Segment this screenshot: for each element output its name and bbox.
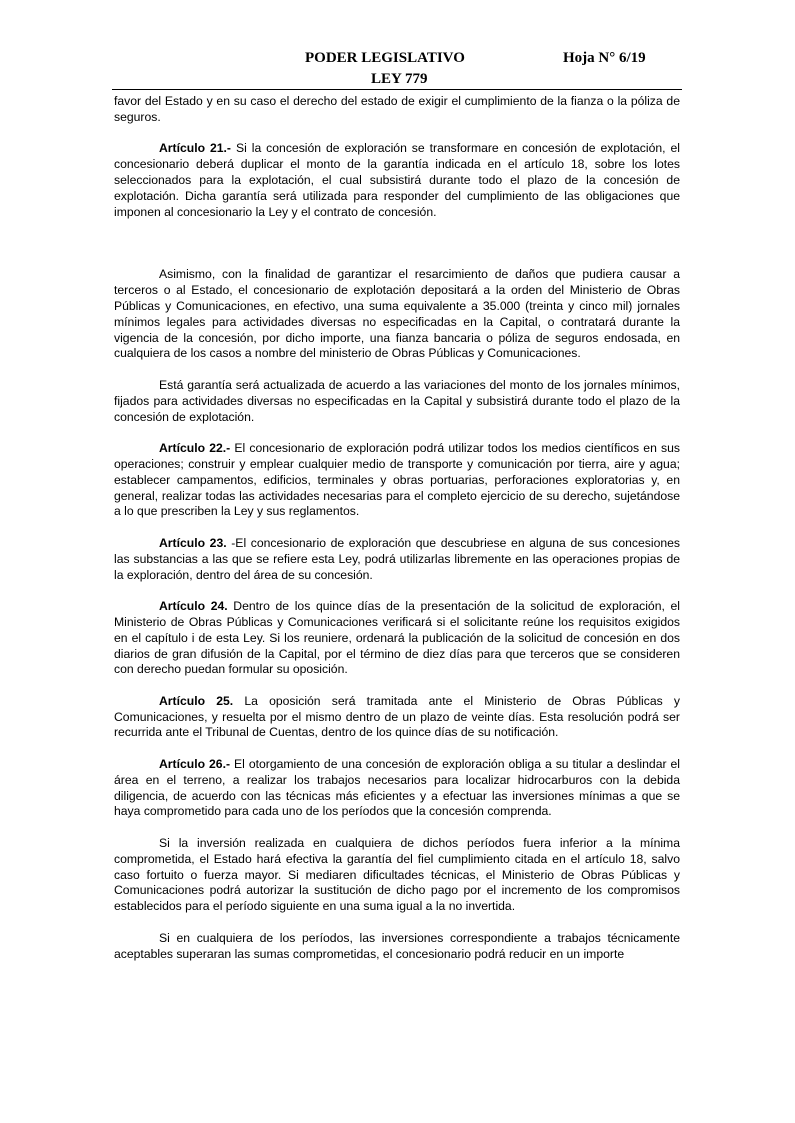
article-heading: Artículo 23. xyxy=(159,535,227,550)
paragraph-text: Dentro de los quince días de la presentación de la solicitud de exploración, el Ministerio de Obras Públicas y Comunicaciones verificará si el solicitante reúne los requisitos exigidos en el capítulo i de esta Ley. Si los reuniere, ordenará la publicación de la solicitud de concesión en dos diarios de gran difusión de la Capital, por el término de diez días para que terceros que se consideren con derecho puedan formular su oposición. xyxy=(114,599,681,677)
paragraph-text: Está garantía será actualizada de acuerdo a las variaciones del monto de los jornales mínimos, fijados para actividades diversas no especificadas en la Capital y subsistirá durante todo el plazo de la concesión de explotación. xyxy=(114,377,680,424)
article-heading: Artículo 26.- xyxy=(159,757,231,772)
paragraph-article-24 xyxy=(114,599,680,678)
paragraph-article-25 xyxy=(114,694,680,741)
header-divider xyxy=(112,89,682,90)
paragraph-text: Si la concesión de exploración se transformare en concesión de explotación, el concesionario deberá duplicar el monto de la garantía indicada en el artículo 18, sobre los lotes seleccionados para la explotación, el cual subsistirá durante todo el plazo de la concesión de explotación. Dicha garantía será utilizada para responder del cumplimiento de las obligaciones que imponen al concesionario la Ley y el contrato de concesión. xyxy=(114,141,680,219)
paragraph xyxy=(114,836,680,915)
paragraph-text: El concesionario de exploración podrá utilizar todos los medios científicos en sus operaciones; construir y emplear cualquier medio de transporte y comunicación por tierra, aire y agua; establecer campamentos, edificios, terminales y obras portuarias, perforaciones exploratorias y, en general, realizar todas las actividades necesarias para el completo ejercicio de su derecho, sujetándose a lo que prescriben la Ley y sus reglamentos. xyxy=(114,441,680,519)
paragraph-article-23 xyxy=(114,536,680,583)
paragraph-article-26 xyxy=(114,757,680,820)
header-title: PODER LEGISLATIVO xyxy=(305,50,465,66)
article-heading: Artículo 22.- xyxy=(159,441,231,456)
paragraph-text: Si en cualquiera de los períodos, las inversiones correspondiente a trabajos técnicamente aceptables superaran las sumas comprometidas, el concesionario podrá reducir en un importe xyxy=(114,930,680,961)
paragraph-article-22 xyxy=(114,441,680,520)
paragraph xyxy=(114,931,680,963)
article-heading: Artículo 21.- xyxy=(159,141,231,156)
paragraph xyxy=(114,378,680,425)
header-sheet-number: Hoja N° 6/19 xyxy=(563,50,646,66)
article-heading: Artículo 24. xyxy=(159,599,228,614)
paragraph-text: El otorgamiento de una concesión de exploración obliga a su titular a deslindar el área en el terreno, a realizar los trabajos necesarios para localizar hidrocarburos con la debida diligencia, de acuerdo con las técnicas más eficientes y a efectuar las inversiones mínimas a que se haya comprometido para cada uno de los períodos que la concesión comprenda. xyxy=(114,757,680,819)
paragraph-text: Asimismo, con la finalidad de garantizar el resarcimiento de daños que pudiera causar a terceros o al Estado, el concesionario de explotación depositará a la orden del Ministerio de Obras Públicas y Comunicaciones, en efectivo, una suma equivalente a 35.000 (treinta y cinco mil) jornales mínimos legales para actividades diversas no especificadas en la Capital, o contratará durante la vigencia de la concesión, por dicho importe, una fianza bancaria o póliza de seguros endosada, en cualquiera de los casos a nombre del ministerio de Obras Públicas y Comunicaciones. xyxy=(114,267,680,361)
paragraph-text: La oposición será tramitada ante el Ministerio de Obras Públicas y Comunicaciones, y resuelta por el mismo dentro de un plazo de veinte días. Esta resolución podrá ser recurrida ante el Tribunal de Cuentas, dentro de los quince días de su notificación. xyxy=(114,693,680,740)
paragraph-text: -El concesionario de exploración que descubriese en alguna de sus concesiones las substancias a las que se refiere esta Ley, podrá utilizarlas libremente en las operaciones propias de la exploración, dentro del área de su concesión. xyxy=(114,535,680,582)
paragraph-text: Si la inversión realizada en cualquiera de dichos períodos fuera inferior a la mínima comprometida, el Estado hará efectiva la garantía del fiel cumplimiento citada en el artículo 18, salvo caso fortuito o fuerza mayor. Si mediaren dificultades técnicas, el Ministerio de Obras Públicas y Comunicaciones podrá autorizar la sustitución de dicho pago por el incremento de los compromisos establecidos para el período siguiente en una suma igual a la no invertida. xyxy=(114,836,680,914)
paragraph xyxy=(114,267,680,362)
paragraph-article-21 xyxy=(114,141,680,220)
paragraph-continuation xyxy=(114,94,680,126)
document-body xyxy=(114,94,680,978)
header-law-number: LEY 779 xyxy=(371,71,428,87)
paragraph-text: favor del Estado y en su caso el derecho del estado de exigir el cumplimiento de la fianza o la póliza de seguros. xyxy=(114,94,680,124)
article-heading: Artículo 25. xyxy=(159,693,234,708)
